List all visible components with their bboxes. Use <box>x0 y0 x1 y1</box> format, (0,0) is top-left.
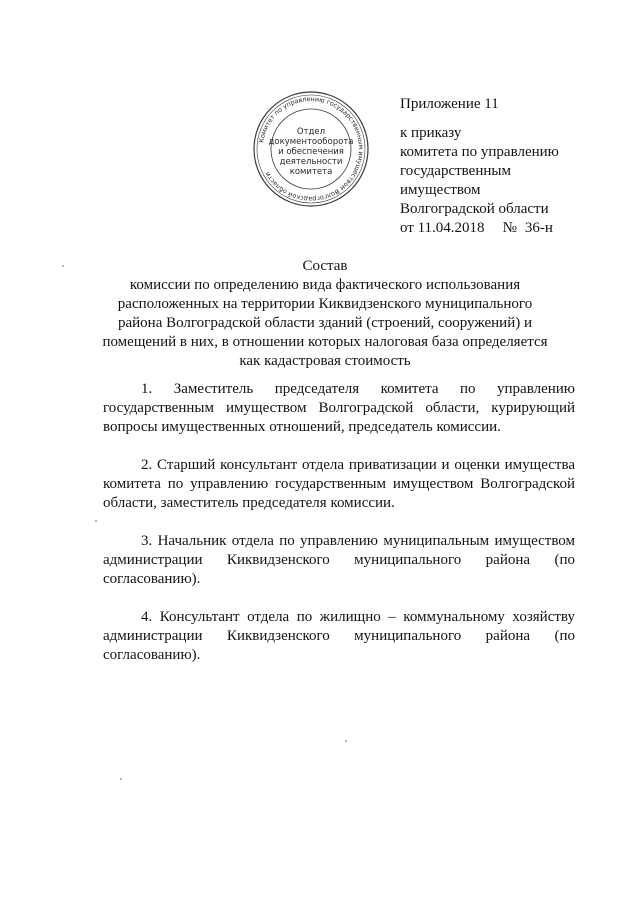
stamp-graphic <box>250 88 372 210</box>
members-list <box>103 380 575 684</box>
number-sign: № <box>502 220 517 236</box>
member-item: 2. Старший консультант отдела приватизации и оценки имущества комитета по управлению государственным имуществом Волгоградской области, заместитель председателя комиссии. <box>103 457 575 511</box>
stamp-line: Отдел <box>296 127 326 137</box>
stamp-line: комитета <box>289 167 333 177</box>
scan-speck <box>62 265 64 267</box>
appendix-header <box>400 95 600 238</box>
appendix-line: имуществом <box>400 182 481 198</box>
member-item: 1. Заместитель председателя комитета по управлению государственным имуществом Волгоградской области, курирующий вопросы имущественных отношений, председатель комиссии. <box>103 381 575 435</box>
department-stamp <box>250 88 372 210</box>
title-block <box>95 257 555 371</box>
scan-speck <box>345 740 347 742</box>
appendix-title: Приложение 11 <box>400 96 499 112</box>
order-date-number <box>400 219 600 238</box>
member-item: 4. Консультант отдела по жилищно – коммунальному хозяйству администрации Киквидзенского муниципального района (по согласованию). <box>103 609 575 663</box>
stamp-line: и обеспечения <box>278 147 344 157</box>
stamp-line: деятельности <box>279 157 343 167</box>
stamp-line: документооборота <box>268 137 354 147</box>
stamp-ring-text: Комитет по управлению государственным имуществом Волгоградской области <box>257 94 366 204</box>
order-number: 36-н <box>524 220 553 236</box>
member-item: 3. Начальник отдела по управлению муниципальным имуществом администрации Киквидзенского муниципального района (по согласованию). <box>103 533 575 587</box>
appendix-line: Волгоградской области <box>400 201 549 217</box>
scan-speck <box>120 778 122 780</box>
order-date: от 11.04.2018 <box>400 220 485 236</box>
document-subtitle: комиссии по определению вида фактического использования расположенных на территории Киквидзенского муниципального района Волгоградской области зданий (строений, сооружений) и помещений в них, в отношении которых налоговая база определяется как кадастровая стоимость <box>102 277 548 369</box>
document-heading: Состав <box>302 258 348 274</box>
scan-speck <box>95 520 97 522</box>
appendix-line: к приказу <box>400 125 462 141</box>
appendix-line: комитета по управлению <box>400 144 559 160</box>
appendix-line: государственным <box>400 163 511 179</box>
